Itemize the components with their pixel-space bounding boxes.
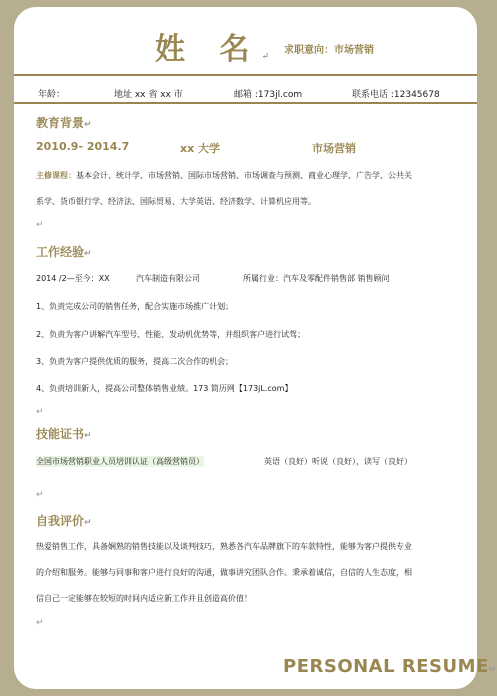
divider-top (14, 74, 477, 76)
info-address: 地址 xx 省 xx 市 (114, 90, 183, 100)
section-title-self-evaluation: 自我评价↵ (36, 514, 92, 528)
divider-bottom (14, 102, 477, 104)
section-title-skills: 技能证书↵ (36, 427, 92, 441)
experience-company: 汽车制造有限公司 (136, 274, 200, 283)
self-evaluation-line2: 的介绍和服务。能够与同事和客户进行良好的沟通，做事讲究团队合作。秉承着诚信，自信的人生态度，相 (36, 568, 412, 577)
info-phone: 联系电话 :12345678 (352, 90, 440, 100)
self-evaluation-line1: 热爱销售工作，具备娴熟的销售技能以及谈判技巧，熟悉各汽车品牌旗下的车款特性，能够为客户提供专业 (36, 542, 412, 551)
page-title: 姓 名↵ (155, 32, 281, 67)
paragraph-mark: ↵ (36, 618, 44, 628)
skills-certificate: 全国市场营销职业人员培训认证（高级营销员） (36, 457, 204, 466)
experience-item-2: 2、负责为客户讲解汽车型号、性能、发动机优势等，并组织客户进行试驾； (36, 330, 306, 339)
job-intent: 求职意向：市场营销 (284, 45, 374, 56)
education-courses-line1: 主修课程：基本会计、统计学、市场营销、国际市场营销、市场调查与预测、商业心理学、广告学、公共关 (36, 171, 412, 180)
resume-page (14, 7, 497, 689)
education-school: xx 大学 (180, 142, 221, 155)
education-courses-line2: 系学、货币银行学、经济法、国际贸易、大学英语、经济数学、计算机应用等。 (36, 197, 316, 206)
experience-item-4: 4、负责培训新人，提高公司整体销售业绩。173 简历网【173jL.com】 (36, 384, 293, 393)
section-title-experience: 工作经验↵ (36, 245, 92, 259)
experience-period: 2014 /2—至今：XX (36, 274, 110, 283)
info-age: 年龄： (38, 90, 66, 100)
self-evaluation-line3: 信自己一定能够在较短的时间内适应新工作并且创造高价值！ (36, 594, 252, 603)
paragraph-mark: ↵ (36, 490, 44, 500)
paragraph-mark: ↵ (36, 407, 44, 417)
skills-english: 英语（良好）听说（良好），读写（良好） (264, 457, 412, 466)
education-period: 2010.9- 2014.7 (36, 140, 130, 153)
experience-industry: 所属行业：汽车及零配件销售部 销售顾问 (243, 274, 390, 283)
section-title-education: 教育背景↵ (36, 116, 92, 130)
paragraph-mark: ↵ (36, 220, 44, 230)
experience-item-3: 3、负责为客户提供优质的服务，提高二次合作的机会； (36, 357, 234, 366)
experience-item-1: 1、负责完成公司的销售任务，配合实施市场推广计划； (36, 302, 234, 311)
education-major: 市场营销 (312, 142, 356, 155)
info-email: 邮箱 :173jl.com (234, 90, 303, 100)
footer-title: PERSONAL RESUME↵ (283, 656, 497, 677)
